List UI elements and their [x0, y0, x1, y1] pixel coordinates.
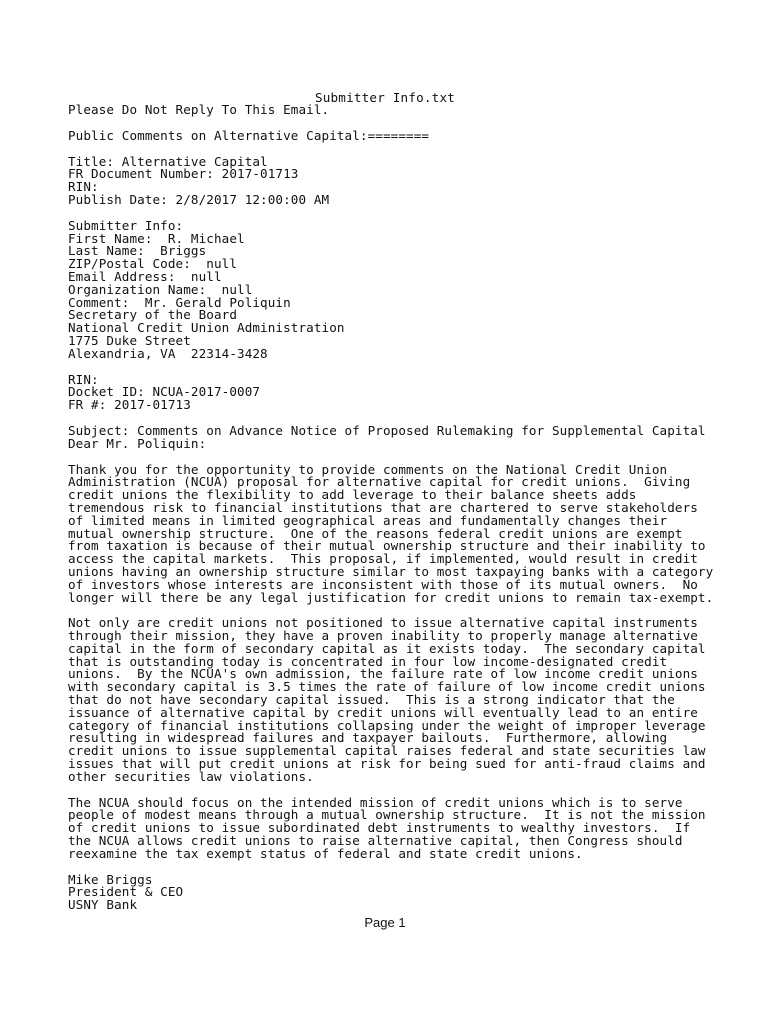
text-line: President & CEO [68, 884, 184, 900]
text-line: 1775 Duke Street [68, 332, 191, 348]
text-block [68, 153, 708, 207]
text-line: Email Address: null [68, 268, 222, 284]
text-line: Mike Briggs [68, 871, 153, 887]
text-block [68, 617, 708, 783]
text-line: tremendous risk to financial institutions that are chartered to serve stakeholders [68, 499, 698, 515]
text-line: Dear Mr. Poliquin: [68, 435, 207, 451]
text-line: RIN: [68, 371, 99, 387]
text-line: of credit unions to issue subordinated debt instruments to wealthy investors. If [68, 820, 691, 836]
text-line: Publish Date: 2/8/2017 12:00:00 AM [68, 191, 330, 207]
text-line: reexamine the tax exempt status of federal and state credit unions. [68, 845, 583, 861]
text-line: National Credit Union Administration [68, 320, 345, 336]
text-line: Submitter Info: [68, 217, 184, 233]
text-line: The NCUA should focus on the intended mission of credit unions which is to serve [68, 794, 683, 810]
text-line: FR #: 2017-01713 [68, 397, 191, 413]
text-line: credit unions to issue supplemental capital raises federal and state securities law [68, 743, 706, 759]
text-line: Public Comments on Alternative Capital:======== [68, 127, 430, 143]
text-line: unions. By the NCUA's own admission, the failure rate of low income credit unions [68, 666, 698, 682]
text-block [68, 871, 708, 913]
text-line: Organization Name: null [68, 281, 253, 297]
text-block [68, 104, 708, 117]
paragraph-gap [68, 861, 708, 874]
text-line: capital in the form of secondary capital as it exists today. The secondary capital [68, 640, 706, 656]
text-line: category of financial institutions collapsing under the weight of improper leverage [68, 717, 706, 733]
text-line: Secretary of the Board [68, 307, 238, 323]
text-line: RIN: [68, 179, 99, 195]
text-block [68, 217, 708, 361]
text-line: issuance of alternative capital by credit unions will eventually lead to an entire [68, 704, 698, 720]
text-line: through their mission, they have a proven inability to properly manage alternative [68, 628, 698, 644]
text-line: unions having an ownership structure similar to most taxpaying banks with a category [68, 563, 714, 579]
text-line: the NCUA allows credit unions to raise alternative capital, then Congress should [68, 833, 683, 849]
text-line: Docket ID: NCUA-2017-0007 [68, 384, 261, 400]
text-line: from taxation is because of their mutual ownership structure and their inability to [68, 538, 706, 554]
text-line: Thank you for the opportunity to provide comments on the National Credit Union [68, 461, 668, 477]
text-block [68, 127, 708, 143]
text-line: with secondary capital is 3.5 times the rate of failure of low income credit unions [68, 679, 706, 695]
text-block [68, 422, 708, 451]
text-line: Title: Alternative Capital [68, 153, 268, 169]
text-block [68, 371, 708, 413]
text-line: FR Document Number: 2017-01713 [68, 166, 299, 182]
paragraph-gap [68, 361, 708, 374]
text-line: people of modest means through a mutual ownership structure. It is not the mission [68, 807, 706, 823]
document-body [68, 102, 714, 913]
text-line: mutual ownership structure. One of the reasons federal credit unions are exempt [68, 525, 683, 541]
text-line: of investors whose interests are inconsistent with those of its mutual owners. No [68, 576, 698, 592]
page-number: Page 1 [364, 915, 406, 930]
text-block [68, 461, 714, 605]
text-line: Last Name: Briggs [68, 243, 207, 259]
text-line: other securities law violations. [68, 768, 314, 784]
text-line: First Name: R. Michael [68, 230, 245, 246]
text-line: issues that will put credit unions at risk for being sued for anti-fraud claims and [68, 756, 706, 772]
text-block [68, 794, 708, 861]
text-line: access the capital markets. This proposal, if implemented, would result in credit [68, 551, 698, 567]
text-line: that is outstanding today is concentrated in four low income-designated credit [68, 653, 668, 669]
text-line: of limited means in limited geographical areas and fundamentally changes their [68, 512, 668, 528]
text-line: credit unions the flexibility to add leverage to their balance sheets adds [68, 487, 637, 503]
file-title: Submitter Info.txt [314, 90, 456, 105]
text-line: that do not have secondary capital issued. This is a strong indicator that the [68, 692, 675, 708]
text-line: ZIP/Postal Code: null [68, 256, 238, 272]
text-line: Alexandria, VA 22314-3428 [68, 345, 268, 361]
text-line: Not only are credit unions not positioned to issue alternative capital instruments [68, 615, 698, 631]
text-line: Please Do Not Reply To This Email. [68, 102, 330, 117]
text-line: Subject: Comments on Advance Notice of Proposed Rulemaking for Supplemental Capital [68, 422, 706, 438]
text-line: Administration (NCUA) proposal for alternative capital for credit unions. Giving [68, 474, 691, 490]
text-line: longer will there be any legal justification for credit unions to remain tax-exempt. [68, 589, 714, 605]
text-line: resulting in widespread failures and taxpayer bailouts. Furthermore, allowing [68, 730, 668, 746]
text-line: Comment: Mr. Gerald Poliquin [68, 294, 291, 310]
text-line: USNY Bank [68, 897, 138, 913]
